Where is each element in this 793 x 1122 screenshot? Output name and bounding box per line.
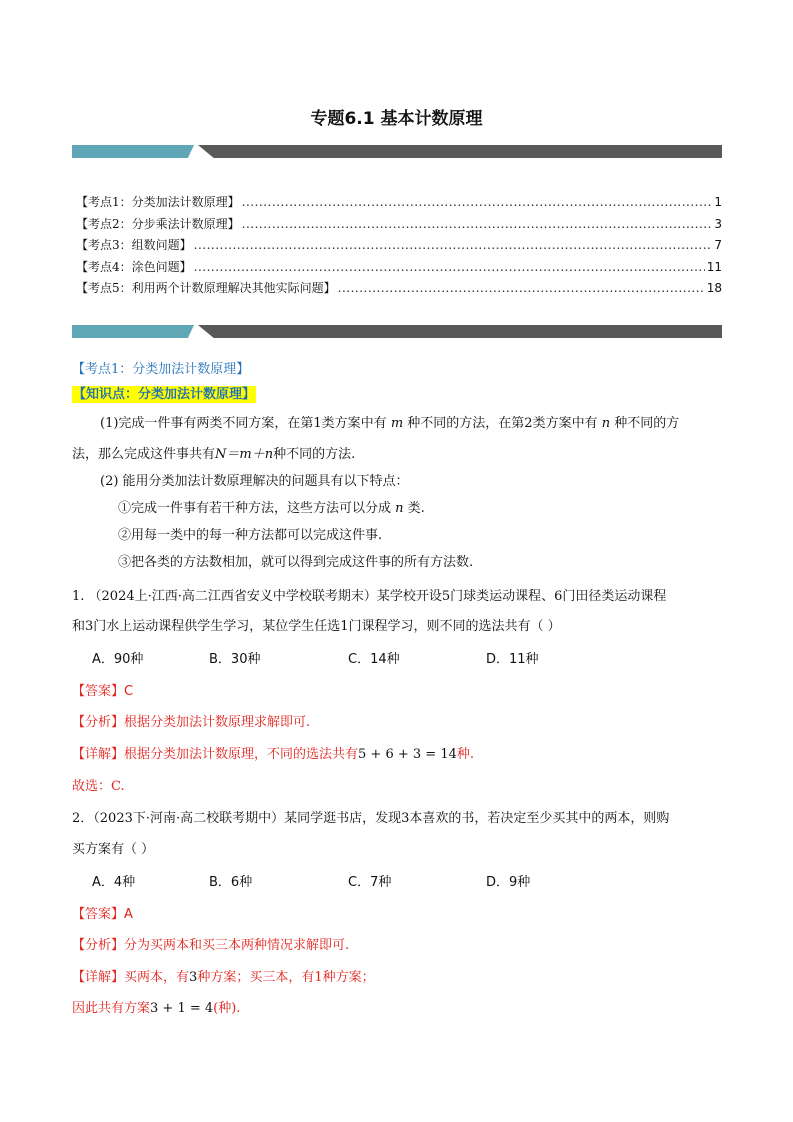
toc-label: 【考点1：分类加法计数原理】 xyxy=(76,195,240,209)
knowledge-bullet-2: ②用每一类中的每一种方法都可以完成这件事. xyxy=(118,528,383,543)
q1-option-d: D．11种 xyxy=(486,652,539,667)
toc-label: 【考点5：利用两个计数原理解决其他实际问题】 xyxy=(76,281,336,295)
toc-label: 【考点2：分步乘法计数原理】 xyxy=(76,217,240,231)
toc-entry-4[interactable] xyxy=(76,258,722,275)
q2-analysis: 【分析】分为买两本和买三本两种情况求解即可. xyxy=(72,938,350,953)
knowledge-label: 【知识点：分类加法计数原理】 xyxy=(73,387,256,402)
toc-entry-3[interactable] xyxy=(76,236,722,253)
knowledge-paragraph-2: (2) 能用分类加法计数原理解决的问题具有以下特点： xyxy=(100,474,409,489)
toc-label: 【考点4：涂色问题】 xyxy=(76,260,192,274)
toc-page: 3 xyxy=(714,217,722,231)
q2-option-c: C．7种 xyxy=(348,875,392,890)
q1-option-c: C．14种 xyxy=(348,652,400,667)
toc-page: 7 xyxy=(714,238,722,252)
question-1-line-2: 和3门水上运动课程供学生学习，某位学生任选1门课程学习，则不同的选法共有（ ） xyxy=(72,619,561,634)
q1-detail: 【详解】根据分类加法计数原理，不同的选法共有5 + 6 + 3 = 14种. xyxy=(72,747,474,762)
question-1-line-1: 1. （2024上·江西·高二江西省安义中学校联考期末）某学校开设5门球类运动课程、6门田径类运动课程 xyxy=(72,589,667,604)
section-heading: 【考点1：分类加法计数原理】 xyxy=(72,362,250,377)
knowledge-bullet-1: ①完成一件事有若干种方法，这些方法可以分成 n 类. xyxy=(118,501,425,516)
question-2-line-1: 2．（2023下·河南·高二校联考期中）某同学逛书店，发现3本喜欢的书，若决定至少买其中的两本，则购 xyxy=(72,811,670,826)
page-title: 专题6.1 基本计数原理 xyxy=(310,109,483,129)
q1-option-b: B．30种 xyxy=(209,652,261,667)
toc-entry-2[interactable] xyxy=(76,215,722,232)
section-divider-bar xyxy=(72,325,722,338)
toc-page: 1 xyxy=(714,195,722,209)
q2-answer: 【答案】A xyxy=(72,907,133,922)
q1-analysis: 【分析】根据分类加法计数原理求解即可. xyxy=(72,715,311,730)
q2-option-d: D．9种 xyxy=(486,875,531,890)
q2-detail: 【详解】买两本，有3种方案；买三本，有1种方案； xyxy=(72,970,375,985)
q1-option-a: A．90种 xyxy=(92,652,144,667)
header-divider-bar xyxy=(72,145,722,158)
toc-page: 18 xyxy=(706,281,722,295)
q2-option-b: B．6种 xyxy=(209,875,253,890)
toc-entry-1[interactable] xyxy=(76,193,722,210)
q2-option-a: A．4种 xyxy=(92,875,136,890)
toc-label: 【考点3：组数问题】 xyxy=(76,238,192,252)
q1-answer: 【答案】C xyxy=(72,684,134,699)
question-2-line-2: 买方案有（ ） xyxy=(72,842,155,857)
toc-page: 11 xyxy=(706,260,722,274)
knowledge-paragraph-1: (1)完成一件事有两类不同方案，在第1类方案中有 m 种不同的方法，在第2类方案中有 n 种不同的方 xyxy=(100,416,680,431)
knowledge-bullet-3: ③把各类的方法数相加，就可以得到完成这件事的所有方法数. xyxy=(118,555,474,570)
knowledge-paragraph-1-cont: 法，那么完成这件事共有N＝m＋n种不同的方法. xyxy=(72,447,356,462)
q2-conclusion: 因此共有方案3 + 1 = 4(种). xyxy=(72,1001,241,1016)
toc-entry-5[interactable] xyxy=(76,279,722,296)
q1-conclusion: 故选：C. xyxy=(72,779,125,794)
